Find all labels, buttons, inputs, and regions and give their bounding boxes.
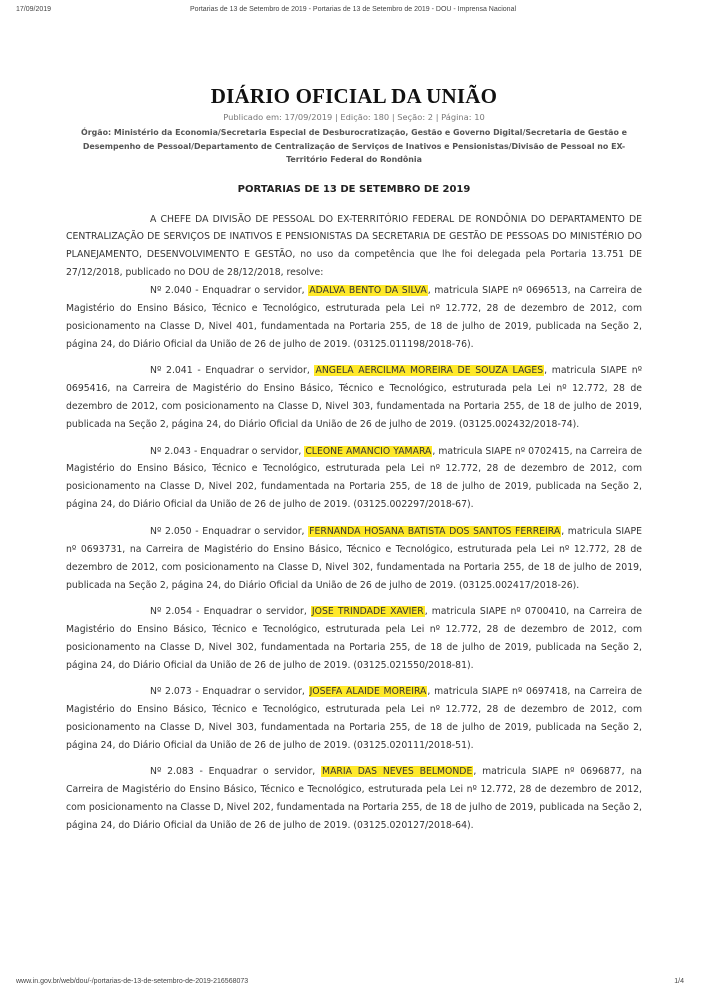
portaria-item: [66, 523, 642, 595]
portaria-prefix: Nº 2.040 - Enquadrar o servidor,: [150, 285, 309, 297]
portaria-list: [66, 282, 642, 835]
portaria-details: , matricula SIAPE nº 0702415, na Carreira de Magistério do Ensino Básico, Técnico e Tecnológico, estruturada pela Lei nº 12.772, 28 de dezembro de 2012, com posicionamento na Classe D, Nivel 202, fundamentada na Portaria 255, de 18 de julho de 2019, publicada na Seção 2, página 24, do Diário Oficial da União de 26 de julho de 2019. (03125.002297/2018-67).: [66, 445, 643, 511]
document: [66, 82, 642, 844]
highlighted-servant-name: CLEONE AMANCIO YAMARA: [305, 445, 432, 457]
portaria-item: [66, 362, 642, 434]
print-page-title: Portarias de 13 de Setembro de 2019 - Portarias de 13 de Setembro de 2019 - DOU - Imprensa Nacional: [189, 6, 517, 13]
masthead-title: DIÁRIO OFICIAL DA UNIÃO: [210, 84, 498, 108]
portaria-details: , matricula SIAPE nº 0696877, na Carreira de Magistério do Ensino Básico, Técnico e Tecnológico, estruturada pela Lei nº 12.772, 28 de dezembro de 2012, com posicionamento na Classe D, Nivel 202, fundamentada na Portaria 255, de 18 de julho de 2019, publicada na Seção 2, página 24, do Diário Oficial da União de 26 de julho de 2019. (03125.020127/2018-64).: [66, 766, 642, 832]
portaria-details: , matricula SIAPE nº 0693731, na Carreira de Magistério do Ensino Básico, Técnico e Tecnológico, estruturada pela Lei nº 12.772, 28 de dezembro de 2012, com posicionamento na Classe D, Nivel 302, fundamentada na Portaria 255, de 18 de julho de 2019, publicada na Seção 2, página 24, do Diário Oficial da União de 26 de julho de 2019. (03125.002417/2018-26).: [66, 525, 643, 591]
preamble: A CHEFE DA DIVISÃO DE PESSOAL DO EX-TERRITÓRIO FEDERAL DE RONDÔNIA DO DEPARTAMENTO DE CENTRALIZAÇÃO DE SERVIÇOS DE INATIVOS E PENSIONISTAS DA SECRETARIA DE GESTÃO DE PESSOAS DO MINISTÉRIO DO PLANEJAMENTO, DESENVOLVIMENTO E GESTÃO, no uso da competência que lhe foi delegada pela Portaria 13.751 DE 27/12/2018, publicado no DOU de 28/12/2018, resolve:: [66, 213, 642, 279]
highlighted-servant-name: MARIA DAS NEVES BELMONDE: [322, 766, 473, 778]
highlighted-servant-name: ANGELA AERCILMA MOREIRA DE SOUZA LAGES: [315, 365, 544, 377]
portaria-prefix: Nº 2.050 - Enquadrar o servidor,: [150, 525, 309, 537]
portaria-details: , matricula SIAPE nº 0697418, na Carreira de Magistério do Ensino Básico, Técnico e Tecnológico, estruturada pela Lei nº 12.772, 28 de dezembro de 2012, com posicionamento na Classe D, Nivel 303, fundamentada na Portaria 255, de 18 de julho de 2019, publicada na Seção 2, página 24, do Diário Oficial da União de 26 de julho de 2019. (03125.020111/2018-51).: [66, 686, 642, 751]
publication-info: Publicado em: 17/09/2019 | Edição: 180 | Seção: 2 | Página: 10: [223, 112, 485, 122]
orgao-line: Órgão: Ministério da Economia/Secretaria Especial de Desburocratização, Gestão e Governo Digital/Secretaria de Gestão e Desempenho de Pessoal/Departamento de Centralização de Serviços de Inativos e Pensionistas/Divisão de Pessoal no EX-Território Federal do Rondônia: [81, 128, 627, 164]
portaria-details: , matricula SIAPE nº 0696513, na Carreira de Magistério do Ensino Básico, Técnico e Tecnológico, estruturada pela Lei nº 12.772, 28 de dezembro de 2012, com posicionamento na Classe D, Nivel 401, fundamentada na Portaria 255, de 18 de julho de 2019, publicada na Seção 2, página 24, do Diário Oficial da União de 26 de julho de 2019. (03125.011198/2018-76).: [66, 285, 643, 350]
print-header: [0, 6, 706, 18]
page-number: 1/4: [674, 978, 684, 985]
portaria-item: [66, 763, 642, 835]
portaria-item: [66, 443, 642, 515]
highlighted-servant-name: ADALVA BENTO DA SILVA: [309, 285, 427, 297]
act-title: PORTARIAS DE 13 DE SETEMBRO DE 2019: [237, 183, 471, 195]
portaria-prefix: Nº 2.041 - Enquadrar o servidor,: [150, 365, 315, 377]
act-body: [66, 211, 642, 836]
portaria-item: [66, 603, 642, 675]
portaria-details: , matricula SIAPE nº 0695416, na Carreira de Magistério do Ensino Básico, Técnico e Tecnológico, estruturada pela Lei nº 12.772, 28 de dezembro de 2012, com posicionamento na Classe D, Nivel 303, fundamentada na Portaria 255, de 18 de julho de 2019, publicada na Seção 2, página 24, do Diário Oficial da União de 26 de julho de 2019. (03125.002432/2018-74).: [66, 365, 643, 431]
highlighted-servant-name: JOSEFA ALAIDE MOREIRA: [309, 686, 427, 698]
print-footer: [0, 978, 706, 990]
portaria-prefix: Nº 2.043 - Enquadrar o servidor,: [150, 445, 305, 457]
highlighted-servant-name: FERNANDA HOSANA BATISTA DOS SANTOS FERREIRA: [309, 525, 561, 537]
portaria-prefix: Nº 2.083 - Enquadrar o servidor,: [150, 766, 322, 778]
portaria-prefix: Nº 2.054 - Enquadrar o servidor,: [150, 606, 311, 617]
page-url[interactable]: www.in.gov.br/web/dou/-/portarias-de-13-de-setembro-de-2019-216568073: [16, 978, 249, 985]
portaria-details: , matricula SIAPE nº 0700410, na Carreira de Magistério do Ensino Básico, Técnico e Tecnológico, estruturada pela Lei nº 12.772, 28 de dezembro de 2012, com posicionamento na Classe D, Nivel 302, fundamentada na Portaria 255, de 18 de julho de 2019, publicada na Seção 2, página 24, do Diário Oficial da União de 26 de julho de 2019. (03125.021550/2018-81).: [66, 606, 643, 671]
print-date: 17/09/2019: [16, 6, 52, 13]
portaria-prefix: Nº 2.073 - Enquadrar o servidor,: [150, 686, 309, 698]
highlighted-servant-name: JOSE TRINDADE XAVIER: [311, 606, 424, 617]
portaria-item: [66, 683, 642, 755]
portaria-item: [66, 282, 642, 354]
